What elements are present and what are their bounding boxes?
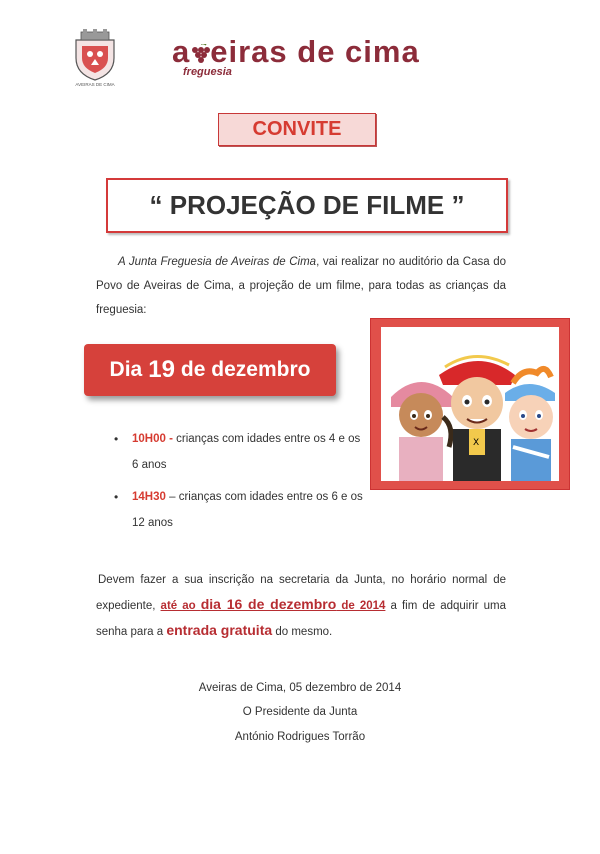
- registration-text-1: Devem fazer a sua inscrição na secretaria da Junta, no horário normal de expediente,: [96, 574, 506, 612]
- session-item: [114, 426, 368, 478]
- free-entry: entrada gratuita: [166, 622, 273, 638]
- page-title-text: “ PROJEÇÃO DE FILME ”: [149, 190, 465, 220]
- date-banner: [84, 344, 336, 396]
- session-time: 10H00: [132, 433, 166, 445]
- session-text: crianças com idades entre os 6 e os 12 anos: [132, 491, 363, 529]
- deadline-year: de 2014: [336, 600, 386, 612]
- brand-rest: eiras de cima: [210, 34, 420, 69]
- crest-caption: AVEIRAS DE CIMA: [75, 82, 115, 87]
- crest-icon: [72, 28, 118, 87]
- session-item: [114, 484, 368, 536]
- brand-logo: [172, 34, 420, 70]
- intro-organizer: A Junta Freguesia de Aveiras de Cima: [118, 256, 317, 268]
- intro-paragraph: [96, 250, 506, 322]
- session-text: crianças com idades entre os 4 e os 6 anos: [132, 433, 361, 471]
- registration-text-2: a fim de adquirir uma senha para a: [96, 600, 506, 638]
- signature-role: O Presidente da Junta: [242, 706, 358, 718]
- cartoon-image: [370, 318, 570, 490]
- date-prefix: Dia: [109, 358, 143, 381]
- registration-text-3: do mesmo.: [272, 626, 333, 638]
- session-time: 14H30: [132, 491, 166, 503]
- brand-subtitle: freguesia: [183, 66, 232, 78]
- session-separator: -: [165, 433, 177, 445]
- date-day: 19: [148, 356, 175, 383]
- intro-body: , vai realizar no auditório da Casa do Povo de Aveiras de Cima, a projeção de um filme, para todas as crianças da freguesia:: [96, 256, 506, 316]
- place-date: Aveiras de Cima, 05 dezembro de 2014: [198, 682, 402, 694]
- signature-name: António Rodrigues Torrão: [234, 731, 366, 743]
- bullet-icon: •: [114, 432, 119, 446]
- bullet-icon: •: [114, 490, 119, 504]
- session-separator: –: [165, 491, 179, 503]
- svg-text:X: X: [473, 438, 480, 448]
- convite-heading: CONVITE: [218, 113, 376, 146]
- deadline-prefix: até ao: [160, 600, 201, 612]
- date-month: de dezembro: [180, 358, 311, 381]
- page-title: [106, 178, 508, 233]
- registration-paragraph: [96, 568, 506, 644]
- deadline-date: dia 16 de dezembro: [200, 596, 337, 612]
- brand-prefix: a: [172, 34, 191, 69]
